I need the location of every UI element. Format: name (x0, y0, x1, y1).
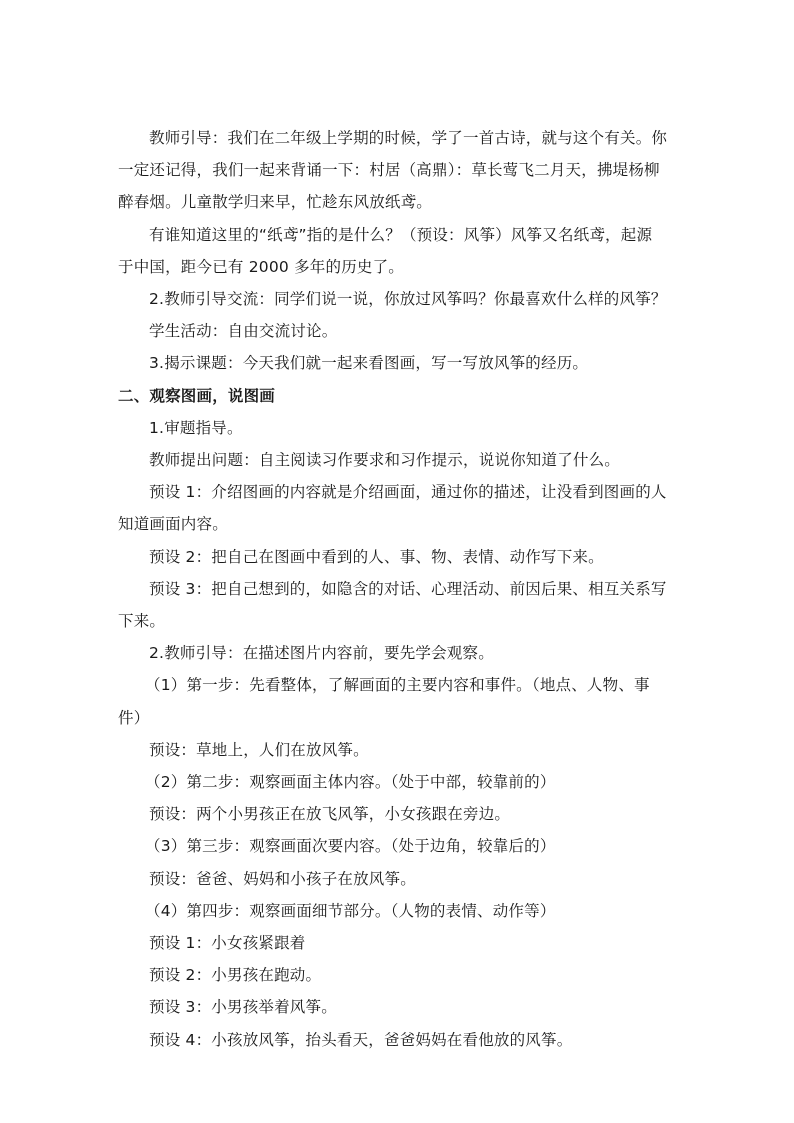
text-line: 3.揭示课题：今天我们就一起来看图画，写一写放风筝的经历。 (149, 354, 589, 373)
text-line: 有谁知道这里的“纸鸢”指的是什么？（预设：风筝）风筝又名纸鸢，起源 (149, 225, 653, 244)
text-line: （2）第二步：观察画面主体内容。（处于中部，较靠前的） (145, 773, 556, 792)
text-line: 预设 3：小男孩举着风筝。 (149, 998, 337, 1017)
text-line: 预设 2：把自己在图画中看到的人、事、物、表情、动作写下来。 (149, 547, 604, 566)
text-line: 1.审题指导。 (149, 418, 243, 437)
text-line: 下来。 (118, 612, 166, 631)
text-line: （4）第四步：观察画面细节部分。（人物的表情、动作等） (145, 901, 556, 920)
lesson-plan-text (118, 122, 678, 1056)
text-line: 醉春烟。儿童散学归来早，忙趁东风放纸鸢。 (118, 193, 433, 212)
text-line: 教师引导：我们在二年级上学期的时候，学了一首古诗，就与这个有关。你 (149, 129, 668, 147)
text-line: 2.教师引导交流：同学们说一说，你放过风筝吗？你最喜欢什么样的风筝？ (149, 290, 667, 309)
text-line: 预设 1：介绍图画的内容就是介绍画面，通过你的描述，让没看到图画的人 (149, 483, 667, 502)
text-line: （1）第一步：先看整体，了解画面的主要内容和事件。（地点、人物、事 (145, 676, 650, 695)
text-line: 教师提出问题：自主阅读习作要求和习作提示，说说你知道了什么。 (149, 451, 621, 470)
text-line: 预设 2：小男孩在跑动。 (149, 966, 322, 985)
section-heading: 二、观察图画，说图画 (118, 386, 276, 405)
text-line: （3）第三步：观察画面次要内容。（处于边角，较靠后的） (145, 837, 556, 856)
text-line: 一定还记得，我们一起来背诵一下：村居（高鼎）：草长莺飞二月天，拂堤杨柳 (118, 161, 660, 180)
text-line: 预设 4：小孩放风筝，抬头看天，爸爸妈妈在看他放的风筝。 (149, 1030, 573, 1049)
text-line: 预设 1：小女孩紧跟着 (149, 934, 306, 953)
text-line: 件） (118, 708, 150, 727)
text-line: 预设 3：把自己想到的，如隐含的对话、心理活动、前因后果、相互关系写 (149, 579, 667, 598)
text-line: 预设：两个小男孩正在放飞风筝，小女孩跟在旁边。 (149, 805, 511, 824)
text-line: 学生活动：自由交流讨论。 (149, 322, 338, 341)
text-line: 于中国，距今已有 2000 多年的历史了。 (118, 257, 405, 276)
text-line: 知道画面内容。 (118, 515, 228, 534)
text-line: 2.教师引导：在描述图片内容前，要先学会观察。 (149, 644, 494, 663)
text-line: 预设：草地上，人们在放风筝。 (149, 740, 369, 759)
text-line: 预设：爸爸、妈妈和小孩子在放风筝。 (149, 869, 416, 888)
